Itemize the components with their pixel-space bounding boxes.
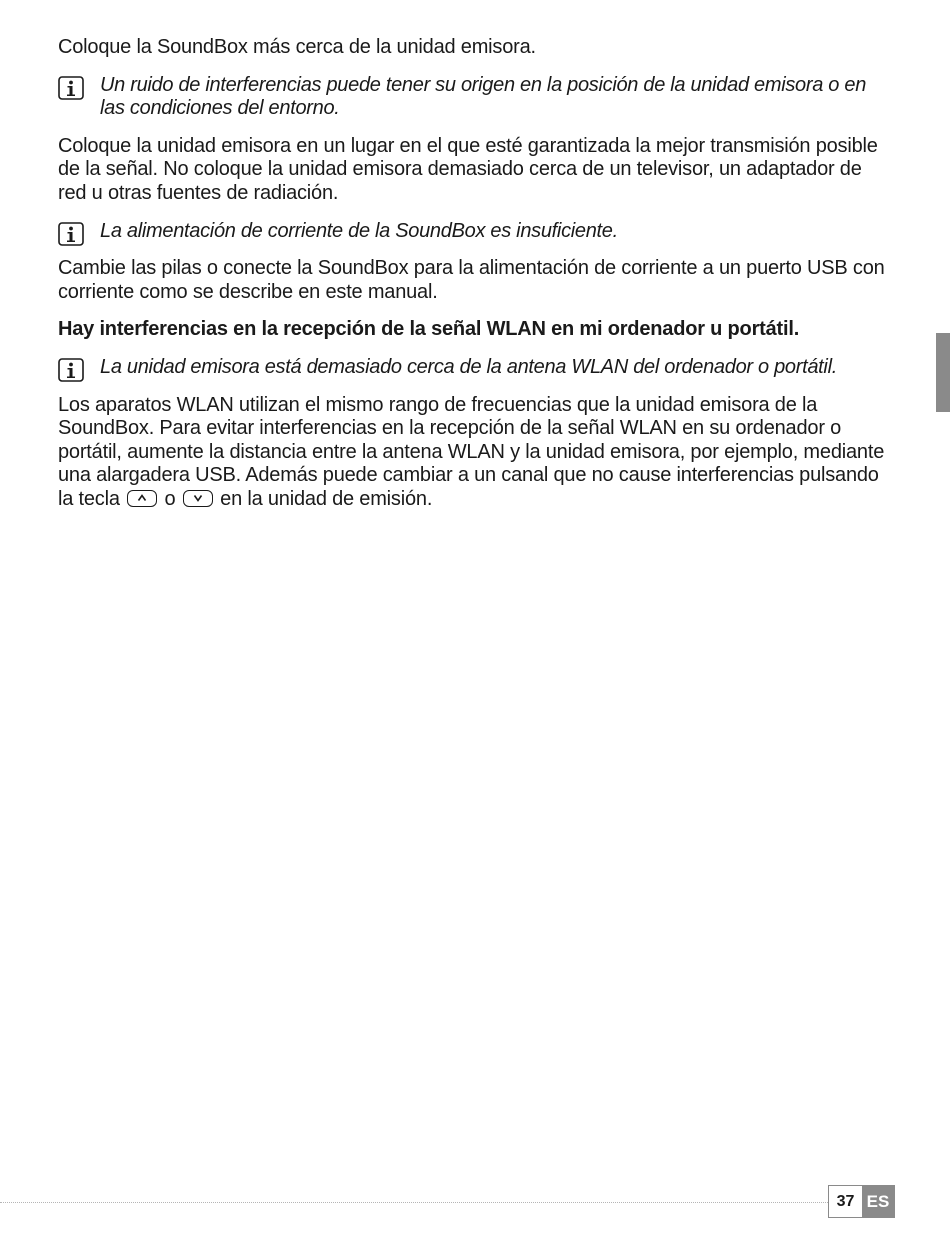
paragraph-text-before: Los aparatos WLAN utilizan el mismo rango de frecuencias que la unidad emisora de la SoundBox. Para evitar interferencias en la recepción de la señal WLAN en su ordenador o portátil, aumente la distancia entre la antena WLAN y la unidad emisora, por ejemplo, mediante una alargadera USB. Además puede cambiar a un canal que no cause interferencias pulsando la tecla (58, 393, 885, 510)
paragraph-wlan-frequency (58, 394, 888, 512)
page-number: 37 (829, 1186, 862, 1217)
section-side-tab (936, 333, 950, 412)
document-body (58, 36, 888, 526)
language-badge: ES (862, 1186, 894, 1217)
paragraph-text-or: o (164, 487, 176, 510)
info-icon (58, 222, 84, 246)
paragraph-place-closer: Coloque la SoundBox más cerca de la unidad emisora. (58, 36, 536, 58)
chevron-up-key-icon (127, 490, 157, 507)
paragraph-transmitter-placement: Coloque la unidad emisora en un lugar en el que esté garantizada la mejor transmisión posible de la señal. No coloque la unidad emisora demasiado cerca de un televisor, un adaptador de red u otras fuentes de radiación. (58, 134, 878, 204)
section-heading-wlan-interference: Hay interferencias en la recepción de la señal WLAN en mi ordenador u portátil. (58, 318, 800, 341)
info-note-antenna-too-close (58, 356, 888, 380)
info-icon (58, 358, 84, 382)
paragraph-text-after: en la unidad de emisión. (220, 487, 433, 510)
info-note-power-insufficient (58, 220, 888, 244)
page-indicator (828, 1185, 895, 1218)
note-text: La alimentación de corriente de la SoundBox es insuficiente. (100, 219, 618, 242)
note-text: Un ruido de interferencias puede tener su origen en la posición de la unidad emisora o en las condiciones del entorno. (100, 73, 867, 120)
footer-divider (0, 1202, 828, 1203)
paragraph-change-batteries: Cambie las pilas o conecte la SoundBox para la alimentación de corriente a un puerto USB con corriente como se describe en este manual. (58, 257, 885, 303)
info-icon (58, 76, 84, 100)
note-text: La unidad emisora está demasiado cerca de la antena WLAN del ordenador o portátil. (100, 355, 837, 378)
info-note-interference-origin (58, 74, 888, 121)
chevron-down-key-icon (183, 490, 213, 507)
